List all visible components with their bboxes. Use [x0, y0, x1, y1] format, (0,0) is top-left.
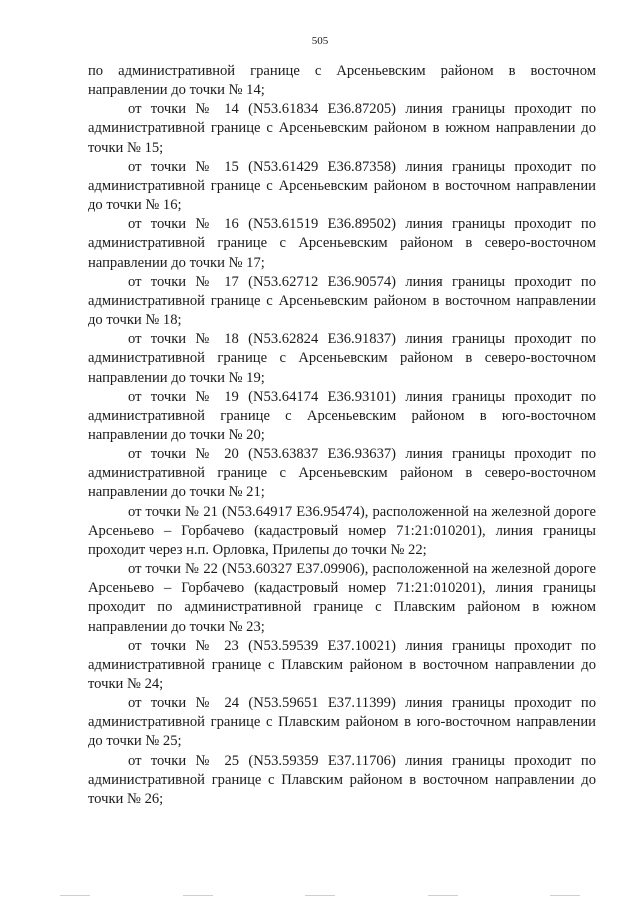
scan-mark [550, 895, 580, 896]
scan-mark [60, 895, 90, 896]
document-body [88, 62, 596, 809]
paragraph-point-19: от точки № 19 (N53.64174 E36.93101) линия границы проходит по административной границе с Арсеньевским районом в юго-восточном направлении до точки № 20; [88, 388, 596, 443]
paragraph-point-14: от точки № 14 (N53.61834 E36.87205) линия границы проходит по административной границе с Арсеньевским районом в южном направлении до точки № 15; [88, 101, 596, 156]
paragraph-point-23: от точки № 23 (N53.59539 E37.10021) линия границы проходит по административной границе с Плавским районом в восточном направлении до точки № 24; [88, 637, 596, 692]
paragraph-point-17: от точки № 17 (N53.62712 E36.90574) линия границы проходит по административной границе с Арсеньевским районом в восточном направлении до точки № 18; [88, 273, 596, 329]
paragraph-point-15: от точки № 15 (N53.61429 E36.87358) линия границы проходит по административной границе с Арсеньевским районом в восточном направлении до точки № 16; [88, 158, 596, 214]
scan-mark [183, 895, 213, 896]
paragraph-point-22: от точки № 22 (N53.60327 E37.09906), расположенной на железной дороге Арсеньево – Горбачево (кадастровый номер 71:21:010201), линия границы проходит по административной границе с Плавским районом в южном направлении до точки № 23; [88, 561, 596, 635]
page-number: 505 [311, 35, 329, 47]
scan-edge-marks [60, 895, 580, 899]
scan-mark [428, 895, 458, 896]
scan-mark [305, 895, 335, 896]
paragraph-point-16: от точки № 16 (N53.61519 E36.89502) линия границы проходит по административной границе с Арсеньевским районом в северо-восточном направлении до точки № 17; [88, 216, 596, 271]
paragraph-continuation: по административной границе с Арсеньевским районом в восточном направлении до точки № 14; [88, 63, 596, 99]
paragraph-point-25: от точки № 25 (N53.59359 E37.11706) линия границы проходит по административной границе с Плавским районом в восточном направлении до точки № 26; [88, 752, 596, 807]
paragraph-point-21: от точки № 21 (N53.64917 E36.95474), расположенной на железной дороге Арсеньево – Горбачево (кадастровый номер 71:21:010201), линия границы проходит через н.п. Орловка, Прилепы до точки № 22; [88, 503, 596, 558]
paragraph-point-24: от точки № 24 (N53.59651 E37.11399) линия границы проходит по административной границе с Плавским районом в юго-восточном направлении до точки № 25; [88, 695, 596, 750]
paragraph-point-20: от точки № 20 (N53.63837 E36.93637) линия границы проходит по административной границе с Арсеньевским районом в северо-восточном направлении до точки № 21; [88, 446, 596, 501]
paragraph-point-18: от точки № 18 (N53.62824 E36.91837) линия границы проходит по административной границе с Арсеньевским районом в северо-восточном направлении до точки № 19; [88, 331, 596, 386]
